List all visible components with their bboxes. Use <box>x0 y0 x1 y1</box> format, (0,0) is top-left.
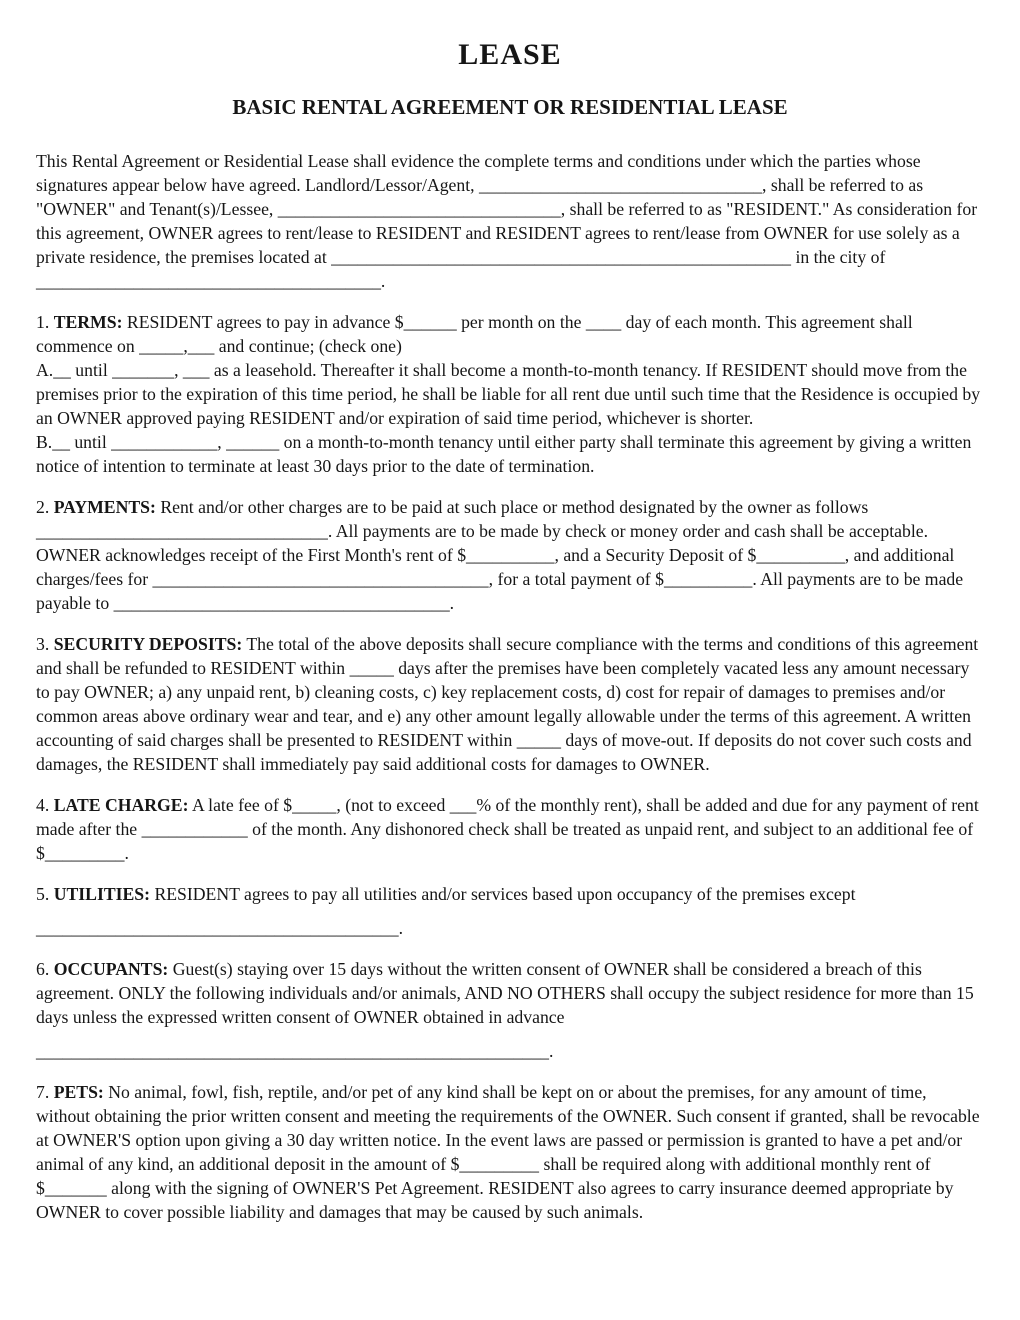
occupants-fill-in-blank-line: __________________________________________________________. <box>36 1041 554 1061</box>
section-body-text: RESIDENT agrees to pay in advance $______ per month on the ____ day of each month. This agreement shall commence on _____,___ and continue; (check one) <box>36 312 913 356</box>
section-body-text: Rent and/or other charges are to be paid at such place or method designated by the owner as follows _________________________________. All payments are to be made by check or money order and cash shall be acceptable. OWNER acknowledges receipt of the First Month's rent of $__________, and a Security Deposit of $__________, and additional charges/fees for ______________________________________, for a total payment of $__________. All payments are to be made payable to ______________________________________. <box>36 497 964 613</box>
section-label: SECURITY DEPOSITS: <box>53 634 243 654</box>
section-number: 7. <box>36 1082 50 1102</box>
section-number: 6. <box>36 959 50 979</box>
intro-paragraph: This Rental Agreement or Residential Lease shall evidence the complete terms and conditions under which the parties whose signatures appear below have agreed. Landlord/Lessor/Agent, ________________________________, shall be referred to as "OWNER" and Tenant(s)/Lessee, ________________________________, shall be referred to as "RESIDENT." As consideration for this agreement, OWNER agrees to rent/lease to RESIDENT and RESIDENT agrees to rent/lease from OWNER for use solely as a private residence, the premises located at ____________________________________________________ in the city of _______________________________________. <box>36 151 978 291</box>
section-number: 4. <box>36 795 50 815</box>
section-late-charge-paragraph <box>36 793 984 865</box>
section-body-text: The total of the above deposits shall secure compliance with the terms and conditions of this agreement and shall be refunded to RESIDENT within _____ days after the premises have been completely vacated less any amount necessary to pay OWNER; a) any unpaid rent, b) cleaning costs, c) key replacement costs, d) cost for repair of damages to premises and/or common areas above ordinary wear and tear, and e) any other amount legally allowable under the terms of this agreement. A written accounting of said charges shall be presented to RESIDENT within _____ days of move-out. If deposits do not cover such costs and damages, the RESIDENT shall immediately pay said additional costs for damages to OWNER. <box>36 634 979 774</box>
section-label: OCCUPANTS: <box>53 959 169 979</box>
section-number: 5. <box>36 884 50 904</box>
section-body-text: A late fee of $_____, (not to exceed ___% of the monthly rent), shall be added and due for any payment of rent made after the ____________ of the month. Any dishonored check shall be treated as unpaid rent, and subject to an additional fee of $_________. <box>36 795 979 863</box>
page-subtitle: BASIC RENTAL AGREEMENT OR RESIDENTIAL LEASE <box>232 95 788 119</box>
section-number: 3. <box>36 634 50 654</box>
section-number: 2. <box>36 497 50 517</box>
section-label: TERMS: <box>53 312 123 332</box>
terms-clause-a-paragraph: A.__ until _______, ___ as a leasehold. Thereafter it shall become a month-to-month tenancy. If RESIDENT should move from the premises prior to the expiration of this time period, he shall be liable for all rent due until such time that the Residence is occupied by an OWNER approved paying RESIDENT and/or expiration of said time period, whichever is shorter. <box>36 360 981 428</box>
section-body-text: Guest(s) staying over 15 days without the written consent of OWNER shall be considered a breach of this agreement. ONLY the following individuals and/or animals, AND NO OTHERS shall occupy the subject residence for more than 15 days unless the expressed written consent of OWNER obtained in advance <box>36 959 974 1027</box>
utilities-fill-in-blank-line: _________________________________________. <box>36 918 404 938</box>
section-label: UTILITIES: <box>53 884 151 904</box>
section-body-text: RESIDENT agrees to pay all utilities and/or services based upon occupancy of the premises except <box>154 884 856 904</box>
page-title: LEASE <box>458 38 562 71</box>
section-pets-paragraph <box>36 1080 984 1224</box>
section-occupants-paragraph <box>36 957 984 1029</box>
terms-clause-b-paragraph: B.__ until ____________, ______ on a month-to-month tenancy until either party shall terminate this agreement by giving a written notice of intention to terminate at least 30 days prior to the date of termination. <box>36 432 972 476</box>
section-payments-paragraph <box>36 495 984 615</box>
section-label: PAYMENTS: <box>53 497 156 517</box>
section-utilities-paragraph <box>36 882 984 906</box>
section-number: 1. <box>36 312 50 332</box>
section-label: PETS: <box>53 1082 104 1102</box>
section-body-text: No animal, fowl, fish, reptile, and/or pet of any kind shall be kept on or about the premises, for any amount of time, without obtaining the prior written consent and meeting the requirements of the OWNER. Such consent if granted, shall be revocable at OWNER'S option upon giving a 30 day written notice. In the event laws are passed or permission is granted to have a pet and/or animal of any kind, an additional deposit in the amount of $_________ shall be required along with additional monthly rent of $_______ along with the signing of OWNER'S Pet Agreement. RESIDENT also agrees to carry insurance deemed appropriate by OWNER to cover possible liability and damages that may be caused by such animals. <box>36 1082 980 1222</box>
section-terms-paragraph <box>36 310 984 358</box>
section-security-deposits-paragraph <box>36 632 984 776</box>
section-label: LATE CHARGE: <box>53 795 189 815</box>
